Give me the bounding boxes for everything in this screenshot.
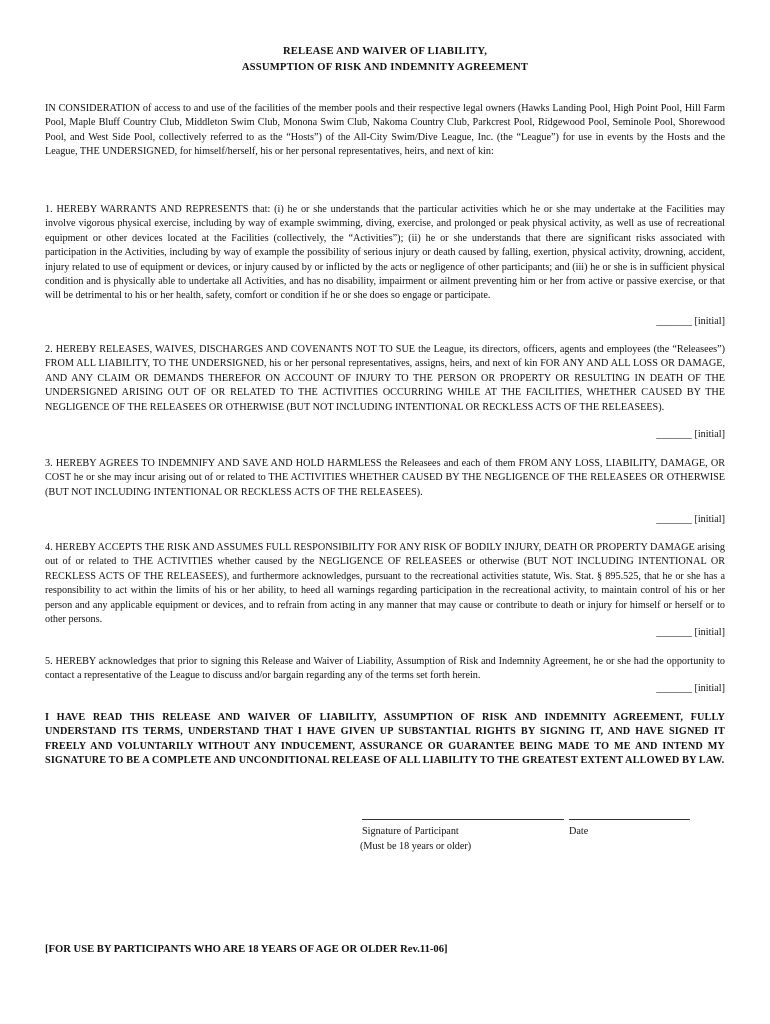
acknowledgment-statement: I HAVE READ THIS RELEASE AND WAIVER OF LIABILITY, ASSUMPTION OF RISK AND INDEMNITY AGREEMENT, FULLY UNDERSTAND ITS TERMS, UNDERSTAND THAT I HAVE GIVEN UP SUBSTANTIAL RIGHTS BY SIGNING IT, AND HAVE SIGNED IT FREELY AND VOLUNTARILY WITHOUT ANY INDUCEMENT, ASSURANCE OR GUARANTEE BEING MADE TO ME AND INTEND MY SIGNATURE TO BE A COMPLETE AND UNCONDITIONAL RELEASE OF ALL LIABILITY TO THE GREATEST EXTENT ALLOWED BY LAW. (45, 712, 725, 767)
section-1-warrants: 1. HEREBY WARRANTS AND REPRESENTS that: (i) he or she understands that the particular activities which he or she may undertake at the Facilities may involve vigorous physical exercise, including by way of example swimming, diving, exercise, and prolonged or peak physical activity, as well as use of recreational equipment or other devices located at the Facilities (collectively, the “Activities”); (ii) he or she understands that there are significant risks associated with participation in the Activities, including by way of example the possibility of serious injury or death caused by falling, exertion, physical activity, drowning, accident, injury related to use of equipment or devices, or injury caused by or inflicted by the acts or negligence of other participants; and (iii) he or she is in sufficient physical condition and is physically able to undertake all Activities, and has no disability, impairment or ailment preventing him or her from active or passive exercise, or that will be detrimental to his or her health, safety, comfort or condition if he or she does so engage or participate. (45, 204, 725, 302)
document-title-line-1: RELEASE AND WAIVER OF LIABILITY, (282, 46, 488, 57)
section-2-initial-field[interactable]: _______ [initial] (656, 429, 725, 440)
section-5-acknowledges: 5. HEREBY acknowledges that prior to signing this Release and Waiver of Liability, Assumption of Risk and Indemnity Agreement, he or she had the opportunity to contact a representative of the League to discuss and/or bargain regarding any of the terms set forth herein. (45, 656, 725, 682)
section-2-releases: 2. HEREBY RELEASES, WAIVES, DISCHARGES AND COVENANTS NOT TO SUE the League, its directors, officers, agents and employees (the “Releasees”) FROM ALL LIABILITY, TO THE UNDERSIGNED, his or her personal representatives, assigns, heirs, and next of kin FOR ANY AND ALL LOSS OR DAMAGE, AND ANY CLAIM OR DEMANDS THEREFOR ON ACCOUNT OF INJURY TO THE PERSON OR PROPERTY OR RESULTING IN DEATH OF THE UNDERSIGNED ARISING OUT OF OR RELATED TO THE ACTIVITIES OCCURRING WHILE AT THE FACILITIES, WHETHER CAUSED BY THE NEGLIGENCE OF THE RELEASEES OR OTHERWISE (BUT NOT INCLUDING INTENTIONAL OR RECKLESS ACTS OF THE RELEASEES). (45, 344, 725, 413)
participant-age-note: (Must be 18 years or older) (360, 841, 472, 852)
section-4-initial-field[interactable]: _______ [initial] (656, 627, 725, 638)
participant-signature-line[interactable] (362, 819, 564, 820)
section-1-initial-field[interactable]: _______ [initial] (656, 316, 725, 327)
document-title-line-2: ASSUMPTION OF RISK AND INDEMNITY AGREEMENT (241, 62, 529, 73)
intro-paragraph: IN CONSIDERATION of access to and use of the facilities of the member pools and their respective legal owners (Hawks Landing Pool, High Point Pool, Hill Farm Pool, Maple Bluff Country Club, Middleton Swim Club, Monona Swim Club, Nakoma Country Club, Parkcrest Pool, Ridgewood Pool, Seminole Pool, Shorewood Pool, and West Side Pool, collectively referred to as the “Hosts”) of the All-City Swim/Dive League, Inc. (the “League”) for use in events by the Hosts and the League, THE UNDERSIGNED, for himself/herself, his or her personal representatives, heirs, and next of kin: (45, 103, 725, 158)
date-label: Date (569, 826, 589, 837)
section-4-accepts-risk: 4. HEREBY ACCEPTS THE RISK AND ASSUMES FULL RESPONSIBILITY FOR ANY RISK OF BODILY INJURY, DEATH OR PROPERTY DAMAGE arising out of or related to THE ACTIVITIES whether caused by the NEGLIGENCE OF RELEASEES or otherwise (BUT NOT INCLUDING INTENTIONAL OR RECKLESS ACTS OF THE RELEASEES), and furthermore acknowledges, pursuant to the recreational activities statute, Wis. Stat. § 895.525, that he or she has a responsibility to act within the limits of his or her ability, to heed all warnings regarding participation in the recreational activity, to maintain control of his or her person and any applicable equipment or devices, and to refrain from acting in any manner that may cause or contribute to death or injury for himself or herself or to other persons. (45, 542, 725, 626)
section-3-initial-field[interactable]: _______ [initial] (656, 514, 725, 525)
date-line[interactable] (569, 819, 690, 820)
footer-usage-note: [FOR USE BY PARTICIPANTS WHO ARE 18 YEARS OF AGE OR OLDER Rev.11-06] (45, 944, 448, 955)
participant-signature-label: Signature of Participant (362, 826, 459, 837)
section-5-initial-field[interactable]: _______ [initial] (656, 683, 725, 694)
section-3-indemnify: 3. HEREBY AGREES TO INDEMNIFY AND SAVE AND HOLD HARMLESS the Releasees and each of them FROM ANY LOSS, LIABILITY, DAMAGE, OR COST he or she may incur arising out of or related to THE ACTIVITIES WHETHER CAUSED BY THE NEGLIGENCE OF THE RELEASEES OR OTHERWISE (BUT NOT INCLUDING INTENTIONAL OR RECKLESS ACTS OF THE RELEASEES). (45, 458, 725, 498)
